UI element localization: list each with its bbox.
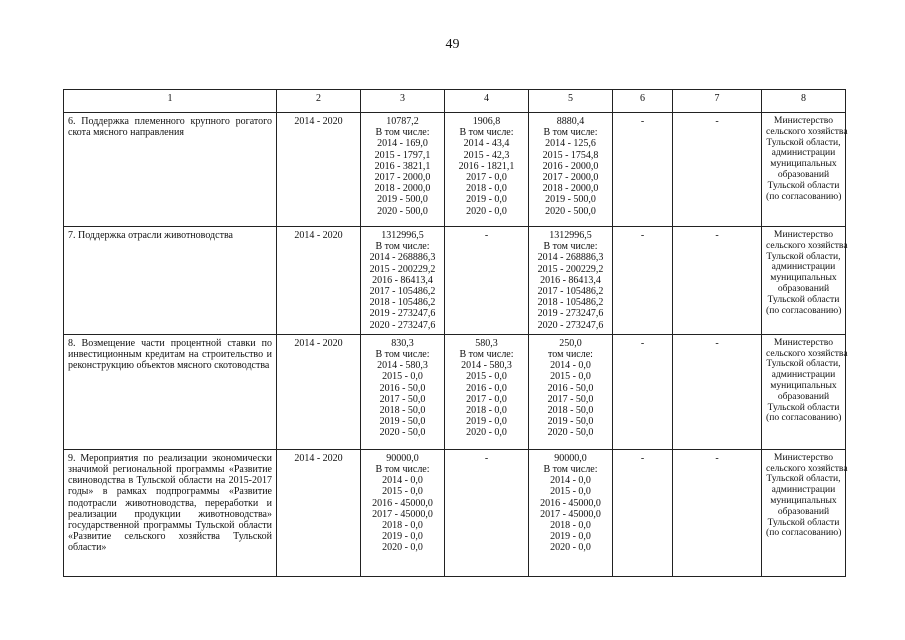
- local-funding-cell: -: [613, 449, 673, 576]
- funding-line: 2015 - 0,0: [550, 486, 591, 498]
- funding-line: В том числе:: [375, 464, 430, 476]
- funding-line: 2014 - 0,0: [550, 475, 591, 487]
- column-header: 4: [445, 90, 529, 113]
- agency-line: образований: [777, 390, 830, 402]
- funding-line: 2020 - 273247,6: [369, 319, 436, 331]
- funding-line: 2014 - 580,3: [377, 360, 428, 372]
- agency-line: (по согласованию): [766, 304, 842, 316]
- funding-line: 2019 - 0,0: [466, 416, 507, 428]
- local-funding-cell: -: [613, 227, 673, 335]
- measure-name: 8. Возмещение части процентной ставки по инвестиционным кредитам на строительство и реконструкцию объектов мясного скотоводства: [64, 334, 277, 449]
- other-funding-cell: -: [673, 113, 762, 227]
- total-funding-cell: [361, 334, 445, 449]
- total-funding-cell: [361, 449, 445, 576]
- agency-line: (по согласованию): [766, 412, 842, 424]
- funding-line: 2015 - 200229,2: [537, 263, 604, 275]
- funding-line: 2018 - 0,0: [382, 520, 423, 532]
- funding-line: 2016 - 2000,0: [542, 160, 599, 172]
- funding-line: В том числе:: [459, 349, 514, 361]
- funding-line: В том числе:: [459, 127, 514, 139]
- funding-line: 2015 - 0,0: [550, 371, 591, 383]
- total-funding-cell: [361, 227, 445, 335]
- funding-line: 2015 - 42,3: [463, 149, 510, 161]
- other-funding-cell: -: [673, 227, 762, 335]
- page-number: 49: [445, 37, 460, 52]
- funding-line: 2019 - 50,0: [379, 416, 426, 428]
- federal-funding-cell: [445, 334, 529, 449]
- funding-line: 1312996,5: [381, 230, 424, 241]
- agency-line: Тульской области,: [766, 250, 841, 262]
- funding-line: 2019 - 500,0: [545, 194, 596, 206]
- funding-line: 2020 - 50,0: [379, 427, 426, 439]
- agency-line: Тульской области: [767, 401, 840, 413]
- funding-line: 90000,0: [386, 452, 419, 464]
- agency-line: сельского хозяйства: [766, 239, 848, 251]
- agency-line: муниципальных: [770, 495, 837, 507]
- local-funding-cell: -: [613, 334, 673, 449]
- agency-line: муниципальных: [770, 272, 837, 284]
- funding-line: 2015 - 1754,8: [542, 149, 599, 161]
- period-cell: 2014 - 2020: [277, 449, 361, 576]
- funding-line: 2020 - 0,0: [466, 427, 507, 439]
- funding-line: 2016 - 86413,4: [372, 274, 433, 286]
- column-header: 6: [613, 90, 673, 113]
- funding-line: 1312996,5: [549, 230, 592, 241]
- funding-line: 2014 - 125,6: [545, 138, 596, 150]
- funding-line: 2017 - 105486,2: [537, 286, 604, 298]
- federal-funding-cell: [445, 449, 529, 576]
- funding-line: 2018 - 0,0: [466, 183, 507, 195]
- funding-line: 10787,2: [386, 116, 419, 127]
- local-funding-cell: -: [613, 113, 673, 227]
- agency-line: Тульской области: [767, 516, 840, 528]
- funding-line: 2017 - 45000,0: [540, 508, 601, 520]
- funding-line: 580,3: [475, 337, 498, 349]
- agency-line: Министерство: [773, 336, 834, 348]
- agency-line: администрации: [771, 369, 836, 381]
- funding-line: 2016 - 45000,0: [540, 497, 601, 509]
- regional-funding-cell: [529, 449, 613, 576]
- funding-line: 2015 - 200229,2: [369, 263, 436, 275]
- funding-line: 2018 - 2000,0: [374, 183, 431, 195]
- header-row: [64, 90, 846, 113]
- funding-line: В том числе:: [375, 349, 430, 361]
- agency-line: сельского хозяйства: [766, 347, 848, 359]
- period-cell: 2014 - 2020: [277, 113, 361, 227]
- agency-line: сельского хозяйства: [766, 462, 848, 474]
- agency-line: Тульской области,: [766, 473, 841, 485]
- agency-line: Тульской области,: [766, 136, 841, 148]
- funding-line: 2017 - 0,0: [466, 393, 507, 405]
- program-table: [63, 89, 846, 577]
- column-header: 8: [762, 90, 846, 113]
- funding-line: 90000,0: [554, 452, 587, 464]
- funding-line: В том числе:: [375, 127, 430, 139]
- funding-line: 2014 - 0,0: [550, 360, 591, 372]
- funding-line: 2016 - 3821,1: [374, 160, 431, 172]
- other-funding-cell: -: [673, 449, 762, 576]
- funding-line: 2014 - 268886,3: [537, 252, 604, 264]
- funding-line: -: [484, 230, 489, 241]
- funding-line: 2014 - 169,0: [377, 138, 428, 150]
- funding-line: 2014 - 0,0: [382, 475, 423, 487]
- funding-line: 2016 - 86413,4: [540, 274, 601, 286]
- funding-line: 2017 - 50,0: [547, 393, 594, 405]
- funding-line: 2019 - 0,0: [466, 194, 507, 206]
- responsible-agency-cell: [762, 449, 846, 576]
- federal-funding-cell: [445, 227, 529, 335]
- table-row: [64, 227, 846, 335]
- funding-line: 2018 - 0,0: [550, 520, 591, 532]
- funding-line: 2020 - 500,0: [545, 205, 596, 217]
- funding-line: том числе:: [548, 349, 593, 361]
- agency-line: (по согласованию): [766, 190, 842, 202]
- agency-line: муниципальных: [770, 158, 837, 170]
- funding-line: 2014 - 580,3: [461, 360, 512, 372]
- regional-funding-cell: [529, 113, 613, 227]
- period-cell: 2014 - 2020: [277, 334, 361, 449]
- funding-line: 8880,4: [556, 116, 585, 127]
- funding-line: 2019 - 500,0: [377, 194, 428, 206]
- agency-line: Министерство: [773, 451, 834, 463]
- responsible-agency-cell: [762, 113, 846, 227]
- responsible-agency-cell: [762, 227, 846, 335]
- responsible-agency-cell: [762, 334, 846, 449]
- funding-line: 2019 - 50,0: [547, 416, 594, 428]
- funding-line: В том числе:: [543, 464, 598, 476]
- funding-line: 2016 - 50,0: [547, 382, 594, 394]
- funding-line: 2017 - 50,0: [379, 393, 426, 405]
- measure-name: 9. Мероприятия по реализации экономически значимой региональной программы «Развитие свиноводства в Тульской области на 2015-2017 годы» в рамках подпрограммы «Развитие подотрасли животноводства, переработки и реализации продукции животноводства» государственной программы Тульской области «Развитие сельского хозяйства Тульской области»: [64, 449, 277, 576]
- funding-line: В том числе:: [543, 241, 598, 253]
- agency-line: администрации: [771, 147, 836, 159]
- agency-line: администрации: [771, 261, 836, 273]
- funding-line: 2017 - 2000,0: [374, 172, 431, 184]
- funding-line: 2015 - 0,0: [382, 371, 423, 383]
- table-row: [64, 113, 846, 227]
- funding-line: 2016 - 45000,0: [372, 497, 433, 509]
- funding-line: 2019 - 0,0: [382, 531, 423, 543]
- funding-line: -: [484, 452, 489, 464]
- column-header: 1: [64, 90, 277, 113]
- funding-line: 1906,8: [472, 116, 501, 127]
- regional-funding-cell: [529, 334, 613, 449]
- measure-name: 7. Поддержка отрасли животноводства: [64, 227, 277, 335]
- funding-line: В том числе:: [375, 241, 430, 253]
- funding-line: 830,3: [391, 337, 414, 349]
- funding-line: 2016 - 50,0: [379, 382, 426, 394]
- funding-line: 2018 - 105486,2: [369, 297, 436, 309]
- funding-line: 2017 - 2000,0: [542, 172, 599, 184]
- funding-line: 2014 - 268886,3: [369, 252, 436, 264]
- funding-line: 2016 - 1821,1: [458, 160, 515, 172]
- table-row: [64, 449, 846, 576]
- funding-line: 2017 - 0,0: [466, 172, 507, 184]
- funding-line: 2014 - 43,4: [463, 138, 510, 150]
- agency-line: муниципальных: [770, 380, 837, 392]
- column-header: 3: [361, 90, 445, 113]
- funding-line: 2020 - 0,0: [382, 542, 423, 554]
- federal-funding-cell: [445, 113, 529, 227]
- funding-line: 2020 - 50,0: [547, 427, 594, 439]
- funding-line: 2017 - 45000,0: [372, 508, 433, 520]
- funding-line: 2018 - 2000,0: [542, 183, 599, 195]
- funding-line: 2020 - 0,0: [466, 205, 507, 217]
- agency-line: образований: [777, 282, 830, 294]
- column-header: 2: [277, 90, 361, 113]
- measure-name: 6. Поддержка племенного крупного рогатого скота мясного направления: [64, 113, 277, 227]
- funding-line: В том числе:: [543, 127, 598, 139]
- funding-line: 2020 - 0,0: [550, 542, 591, 554]
- other-funding-cell: -: [673, 334, 762, 449]
- column-header: 5: [529, 90, 613, 113]
- agency-line: образований: [777, 168, 830, 180]
- funding-line: 2018 - 50,0: [379, 405, 426, 417]
- funding-line: 2019 - 273247,6: [537, 308, 604, 320]
- funding-line: 2020 - 273247,6: [537, 319, 604, 331]
- funding-line: 2018 - 50,0: [547, 405, 594, 417]
- table-row: [64, 334, 846, 449]
- funding-line: 2017 - 105486,2: [369, 286, 436, 298]
- funding-line: 2015 - 0,0: [466, 371, 507, 383]
- column-header: 7: [673, 90, 762, 113]
- funding-line: 2019 - 0,0: [550, 531, 591, 543]
- funding-line: 2018 - 105486,2: [537, 297, 604, 309]
- funding-line: 2018 - 0,0: [466, 405, 507, 417]
- funding-line: 2016 - 0,0: [466, 382, 507, 394]
- agency-line: Тульской области: [767, 179, 840, 191]
- funding-line: 2020 - 500,0: [377, 205, 428, 217]
- agency-line: Министерство: [773, 115, 834, 126]
- agency-line: Министерство: [773, 229, 834, 240]
- funding-line: 2015 - 1797,1: [374, 149, 431, 161]
- funding-line: 250,0: [559, 337, 582, 349]
- agency-line: (по согласованию): [766, 527, 842, 539]
- funding-line: 2019 - 273247,6: [369, 308, 436, 320]
- regional-funding-cell: [529, 227, 613, 335]
- agency-line: Тульской области,: [766, 358, 841, 370]
- funding-line: 2015 - 0,0: [382, 486, 423, 498]
- period-cell: 2014 - 2020: [277, 227, 361, 335]
- agency-line: образований: [777, 505, 830, 517]
- agency-line: администрации: [771, 484, 836, 496]
- agency-line: сельского хозяйства: [766, 125, 848, 137]
- total-funding-cell: [361, 113, 445, 227]
- agency-line: Тульской области: [767, 293, 840, 305]
